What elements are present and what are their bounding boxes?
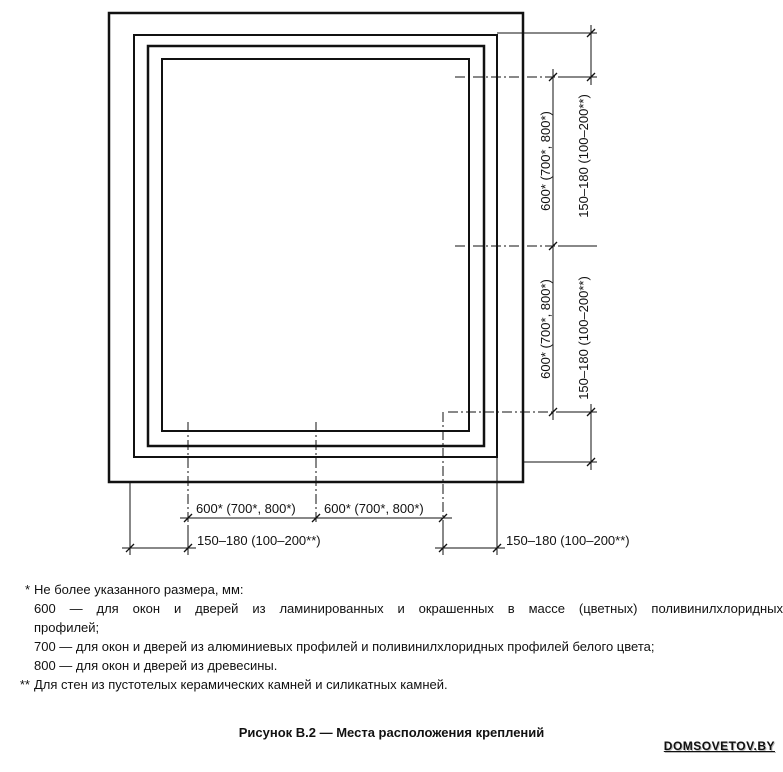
watermark: DOMSOVETOV.BY xyxy=(663,739,775,753)
footnote-title: Не более указанного размера, мм: xyxy=(34,582,244,597)
dim-right-edge-upper: 150–180 (100–200**) xyxy=(576,94,591,218)
wall-opening xyxy=(109,13,523,482)
dimension-lines xyxy=(122,25,591,548)
footnotes xyxy=(0,580,783,694)
footnote-600-line2: профилей; xyxy=(34,620,100,635)
dim-bottom-right: 600* (700*, 800*) xyxy=(324,501,424,516)
figure-caption: Рисунок В.2 — Места расположения креплений xyxy=(238,725,545,740)
dim-bottom-edge-right: 150–180 (100–200**) xyxy=(506,533,630,548)
footnote-marker: ** xyxy=(19,677,30,692)
dim-right-edge-lower: 150–180 (100–200**) xyxy=(576,276,591,400)
frame xyxy=(148,46,484,446)
extension-lines xyxy=(130,33,597,555)
footnote-800: 800 — для окон и дверей из древесины. xyxy=(34,658,278,673)
dim-right-lower: 600* (700*, 800*) xyxy=(538,279,553,379)
sash xyxy=(162,59,469,431)
dim-bottom-left: 600* (700*, 800*) xyxy=(196,501,296,516)
footnote-marker: * xyxy=(24,582,30,597)
frame-outer xyxy=(134,35,497,457)
footnote-double-star xyxy=(0,675,783,694)
dim-right-upper: 600* (700*, 800*) xyxy=(538,111,553,211)
dim-bottom-edge-left: 150–180 (100–200**) xyxy=(197,533,321,548)
footnote-single-star xyxy=(0,580,783,675)
footnote-600-line1: 600 — для окон и дверей из ламинированных и окрашенных в массе (цветных) поливинилхлоридных xyxy=(34,601,783,616)
footnote-700: 700 — для окон и дверей из алюминиевых профилей и поливинилхлоридных профилей белого цвета; xyxy=(34,639,655,654)
dimension-ticks xyxy=(126,29,595,552)
footnote-text: Для стен из пустотелых керамических камней и силикатных камней. xyxy=(34,677,448,692)
